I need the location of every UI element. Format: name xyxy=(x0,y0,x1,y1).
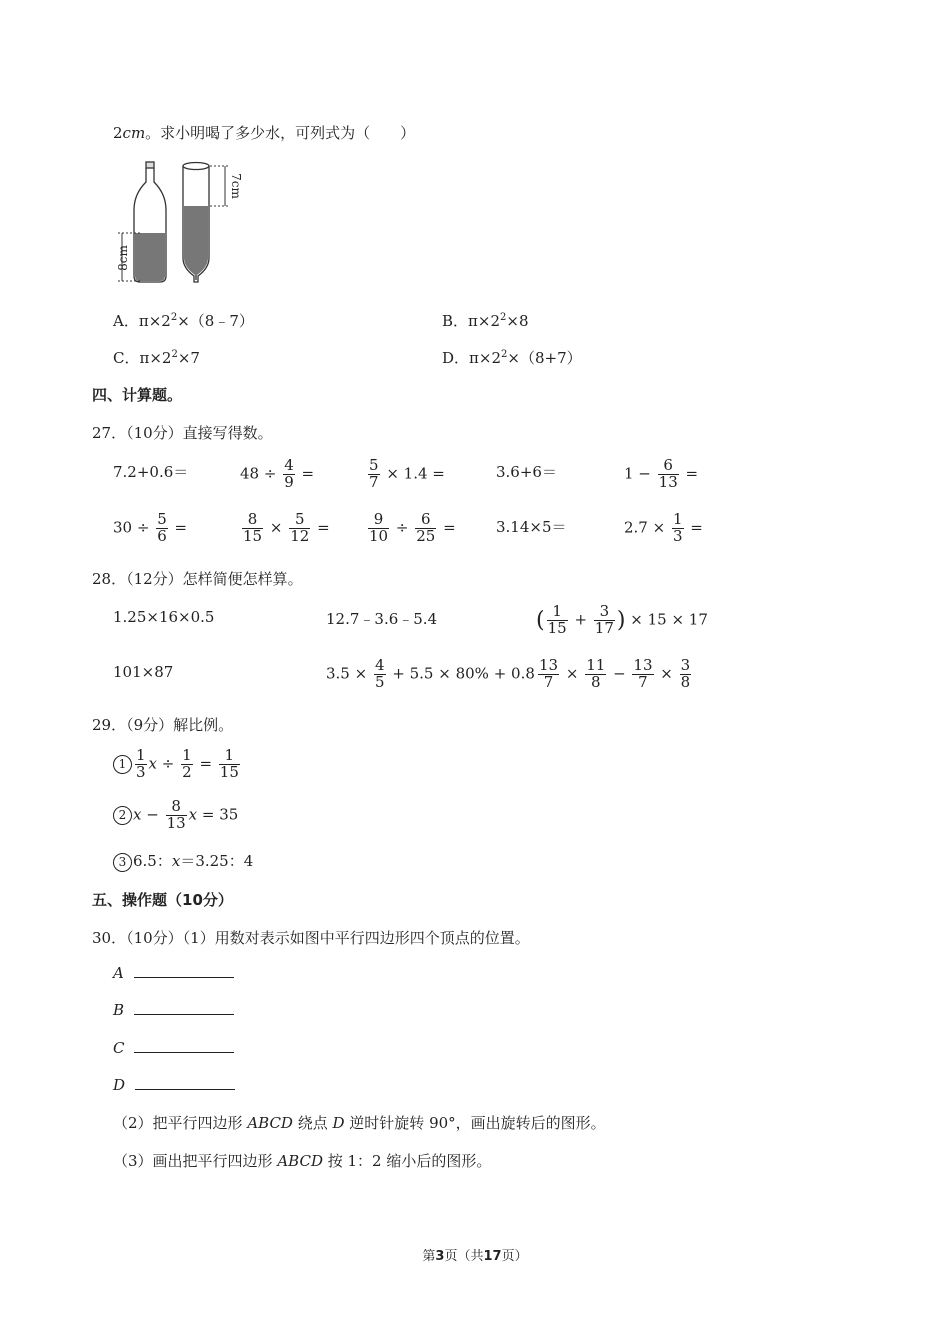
option-d: D．$\pi\times 2^2\times(8+7)$ xyxy=(442,349,582,367)
label-8cm: 8cm xyxy=(116,245,130,271)
q27-r1c4: 3.6+6＝ xyxy=(496,463,557,481)
q28-e1: 1.25×16×0.5 xyxy=(113,608,215,626)
q27-r2c2: $\frac{8}{15}$ × $\frac{5}{12}$ = xyxy=(243,510,330,545)
q29-p3: 3 6.5：x＝3.25：4 xyxy=(113,850,253,872)
answer-line-a: A xyxy=(113,964,234,982)
bottle-figure xyxy=(110,158,250,288)
page-footer: 第3页（共17页） xyxy=(422,1249,528,1264)
option-a: A．$\pi\times 2^2\times(8﹣7)$ xyxy=(113,312,254,330)
q27-r1c1: 7.2+0.6＝ xyxy=(113,463,189,481)
q28-e4: 101×87 xyxy=(113,663,174,681)
q27-r2c3: $\frac{9}{10}$ ÷ $\frac{6}{25}$ = xyxy=(369,510,456,545)
q27-r1c5: 1 − $\frac{6}{13}$ = xyxy=(624,456,699,491)
q30-part3: （3）画出把平行四边形 ABCD 按 1：2 缩小后的图形。 xyxy=(113,1152,492,1170)
answer-line-d: D xyxy=(113,1076,235,1094)
q29-p2: 2 x − $\frac{8}{13}$ x = 35 xyxy=(113,799,238,832)
section5-title: 五、操作题（10分） xyxy=(92,891,233,909)
q26-tail: 2cm。求小明喝了多少水，可列式为（ ） xyxy=(113,124,416,142)
q28-title: 28．（12分）怎样简便怎样算。 xyxy=(92,570,303,588)
section4-title: 四、计算题。 xyxy=(92,386,183,404)
option-c: C．$\pi\times 2^2\times 7$ xyxy=(113,349,200,367)
inverted-bottle-water xyxy=(184,206,208,280)
option-b: B．$\pi\times 2^2\times 8$ xyxy=(442,312,529,330)
upright-bottle-water xyxy=(135,233,165,281)
q29-title: 29．（9分）解比例。 xyxy=(92,716,234,734)
q28-e5: 3.5 × $\frac{4}{5}$ + 5.5 × 80% + 0.8 xyxy=(326,656,535,691)
q27-r2c4: 3.14×5＝ xyxy=(496,518,567,536)
q27-r2c5: 2.7 × $\frac{1}{3}$ = xyxy=(624,510,703,545)
q27-title: 27．（10分）直接写得数。 xyxy=(92,424,273,442)
q28-e3: ( $\frac{1}{15}$ + $\frac{3}{17}$ ) × 15 × 17 xyxy=(536,602,708,637)
q27-r1c3: $\frac{5}{7}$ × 1.4 = xyxy=(369,456,445,491)
q28-e2: 12.7﹣3.6﹣5.4 xyxy=(326,610,438,628)
q30-title: 30．（10分）（1）用数对表示如图中平行四边形四个顶点的位置。 xyxy=(92,929,530,947)
q29-p1: 1 $\frac{1}{3}$ x ÷ $\frac{1}{2}$ = $\frac{1}{15}$ xyxy=(113,748,242,781)
answer-line-b: B xyxy=(113,1001,234,1019)
answer-line-c: C xyxy=(113,1039,234,1057)
q27-r1c2: 48 ÷ $\frac{4}{9}$ = xyxy=(240,456,315,491)
q30-part2: （2）把平行四边形 ABCD 绕点 D 逆时针旋转 90°，画出旋转后的图形。 xyxy=(113,1114,606,1132)
label-7cm: 7cm xyxy=(229,173,243,199)
q27-r2c1: 30 ÷ $\frac{5}{6}$ = xyxy=(113,510,188,545)
q28-e6: $\frac{13}{7}$ × $\frac{11}{8}$ − $\frac{13}{7}$ × $\frac{3}{8}$ xyxy=(539,656,691,691)
